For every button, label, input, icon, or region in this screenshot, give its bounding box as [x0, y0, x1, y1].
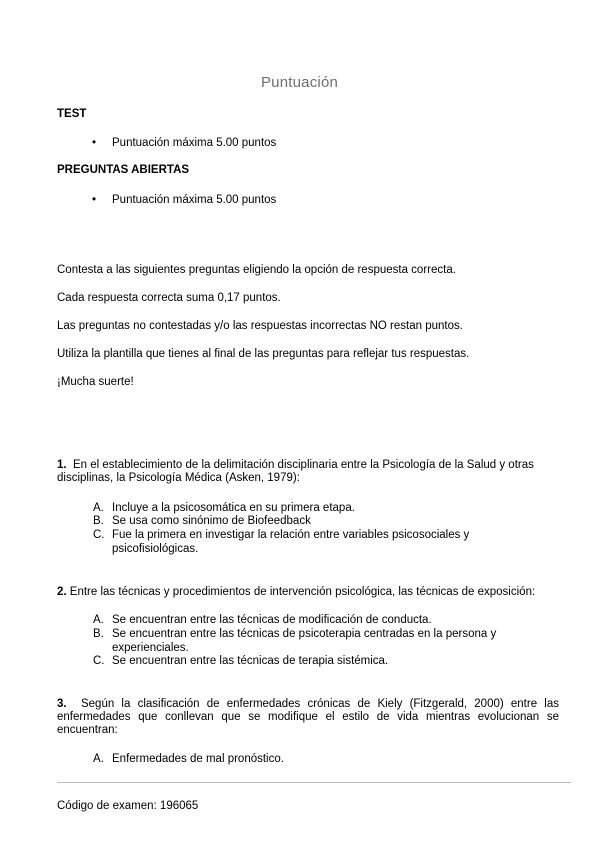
option-text: Se encuentran entre las técnicas de modificación de conducta.	[112, 614, 432, 626]
option-letter: A.	[93, 502, 104, 514]
answer-option[interactable]	[93, 614, 513, 628]
page-title: Puntuación	[260, 74, 339, 91]
option-letter: A.	[93, 614, 104, 626]
answer-option[interactable]	[93, 502, 513, 516]
question-number: 1.	[57, 459, 67, 471]
question-text: En el establecimiento de la delimitación disciplinaria entre la Psicología de la Salud y otras disciplinas, la Psicología Médica (Asken, 1979):	[57, 459, 534, 484]
option-text: Enfermedades de mal pronóstico.	[112, 753, 284, 765]
bullet-icon: •	[92, 194, 97, 206]
option-text: Se usa como sinónimo de Biofeedback	[112, 515, 311, 527]
option-letter: B.	[93, 628, 104, 640]
option-text: Incluye a la psicosomática en su primera etapa.	[112, 502, 355, 514]
answer-option[interactable]	[93, 515, 513, 529]
instruction-text: Contesta a las siguientes preguntas eligiendo la opción de respuesta correcta.	[57, 264, 456, 276]
answer-option[interactable]	[93, 655, 513, 669]
option-letter: B.	[93, 515, 104, 527]
option-text: Fue la primera en investigar la relación entre variables psicosociales y psicofisiológicas.	[112, 529, 470, 555]
section-heading-test: TEST	[57, 108, 87, 120]
exam-code: Código de examen: 196065	[57, 800, 199, 812]
question-3	[57, 698, 559, 737]
bullet-text: Puntuación máxima 5.00 puntos	[112, 137, 277, 149]
question-1	[57, 459, 559, 485]
option-letter: C.	[93, 529, 105, 541]
answer-option[interactable]	[93, 753, 513, 767]
bullet-text: Puntuación máxima 5.00 puntos	[112, 194, 277, 206]
option-letter: A.	[93, 753, 104, 765]
footer-divider	[57, 782, 571, 783]
answer-option[interactable]	[93, 628, 513, 655]
option-text: Se encuentran entre las técnicas de psicoterapia centradas en la persona y experienciales.	[112, 628, 497, 654]
instruction-text: Utiliza la plantilla que tienes al final de las preguntas para reflejar tus respuestas.	[57, 348, 470, 360]
instruction-text: Las preguntas no contestadas y/o las respuestas incorrectas NO restan puntos.	[57, 320, 463, 332]
section-heading-open-questions: PREGUNTAS ABIERTAS	[57, 164, 190, 176]
instruction-text: ¡Mucha suerte!	[57, 376, 134, 388]
question-text: Entre las técnicas y procedimientos de intervención psicológica, las técnicas de exposición:	[69, 586, 536, 598]
question-number: 3.	[57, 698, 67, 710]
question-text: Según la clasificación de enfermedades crónicas de Kiely (Fitzgerald, 2000) entre las enfermedades que conllevan que se modifique el estilo de vida mientras evolucionan se encuentran:	[57, 698, 559, 736]
question-2	[57, 586, 559, 599]
bullet-icon: •	[92, 137, 97, 149]
question-number: 2.	[57, 586, 67, 598]
answer-option[interactable]	[93, 529, 513, 556]
option-letter: C.	[93, 655, 105, 667]
instruction-text: Cada respuesta correcta suma 0,17 puntos.	[57, 292, 281, 304]
option-text: Se encuentran entre las técnicas de terapia sistémica.	[112, 655, 389, 667]
